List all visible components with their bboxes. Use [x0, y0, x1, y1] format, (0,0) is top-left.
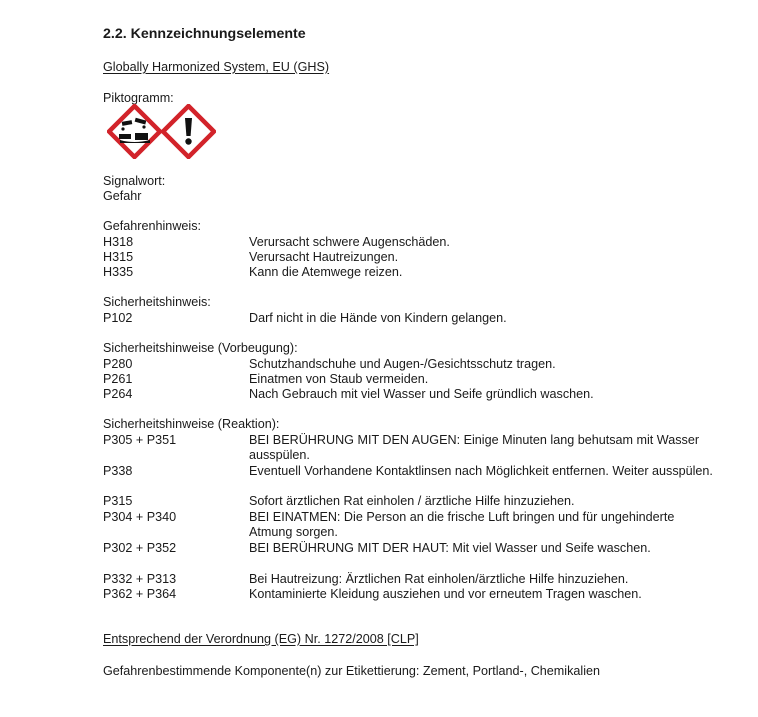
- signal-word-value: Gefahr: [103, 189, 142, 203]
- prevention-code: P280: [103, 357, 133, 371]
- hazard-text: Verursacht schwere Augenschäden.: [249, 235, 450, 249]
- prevention-text: Schutzhandschuhe und Augen-/Gesichtsschutz tragen.: [249, 357, 556, 371]
- reaction-text: Eventuell Vorhandene Kontaktlinsen nach Möglichkeit entfernen. Weiter ausspülen.: [249, 464, 713, 478]
- reaction-code: P362 + P364: [103, 587, 177, 601]
- reaction-code: P305 + P351: [103, 433, 177, 447]
- safety-statement-label: Sicherheitshinweis:: [103, 295, 211, 309]
- hazard-text: Kann die Atemwege reizen.: [249, 265, 403, 279]
- reaction-code: P302 + P352: [103, 541, 177, 555]
- pictogram-label: Piktogramm:: [103, 91, 174, 105]
- prevention-code: P264: [103, 387, 133, 401]
- signal-word-label: Signalwort:: [103, 174, 166, 188]
- reaction-code: P332 + P313: [103, 572, 177, 586]
- reaction-label: Sicherheitshinweise (Reaktion):: [103, 417, 280, 431]
- hazard-code: H315: [103, 250, 134, 264]
- reaction-text: Sofort ärztlichen Rat einholen / ärztliche Hilfe hinzuziehen.: [249, 494, 575, 508]
- corrosion-pictogram-icon: [107, 104, 162, 163]
- reaction-code: P315: [103, 494, 133, 508]
- components-text: Gefahrenbestimmende Komponente(n) zur Etikettierung: Zement, Portland-, Chemikalien: [103, 664, 600, 678]
- hazard-statements-label: Gefahrenhinweis:: [103, 219, 202, 233]
- page-heading: 2.2. Kennzeichnungselemente: [103, 26, 306, 42]
- reaction-code: P338: [103, 464, 133, 478]
- prevention-text: Nach Gebrauch mit viel Wasser und Seife gründlich waschen.: [249, 387, 594, 401]
- exclamation-mark-pictogram-icon: [161, 104, 216, 163]
- safety-text: Darf nicht in die Hände von Kindern gelangen.: [249, 311, 507, 325]
- reaction-text: Kontaminierte Kleidung ausziehen und vor erneutem Tragen waschen.: [249, 587, 642, 601]
- prevention-label: Sicherheitshinweise (Vorbeugung):: [103, 341, 298, 355]
- prevention-text: Einatmen von Staub vermeiden.: [249, 372, 429, 386]
- reaction-text: Bei Hautreizung: Ärztlichen Rat einholen/ärztliche Hilfe hinzuziehen.: [249, 572, 629, 586]
- reaction-code: P304 + P340: [103, 510, 177, 524]
- hazard-text: Verursacht Hautreizungen.: [249, 250, 399, 264]
- prevention-code: P261: [103, 372, 133, 386]
- reaction-text: BEI EINATMEN: Die Person an die frische Luft bringen und für ungehinderte Atmung sorgen.: [249, 510, 675, 540]
- hazard-code: H318: [103, 235, 134, 249]
- hazard-code: H335: [103, 265, 134, 279]
- reaction-text: BEI BERÜHRUNG MIT DER HAUT: Mit viel Wasser und Seife waschen.: [249, 541, 651, 555]
- clp-section-title: Entsprechend der Verordnung (EG) Nr. 1272/2008 [CLP]: [103, 632, 419, 646]
- safety-code: P102: [103, 311, 133, 325]
- reaction-text: BEI BERÜHRUNG MIT DEN AUGEN: Einige Minuten lang behutsam mit Wasser ausspülen.: [249, 433, 700, 463]
- ghs-section-title: Globally Harmonized System, EU (GHS): [103, 60, 330, 74]
